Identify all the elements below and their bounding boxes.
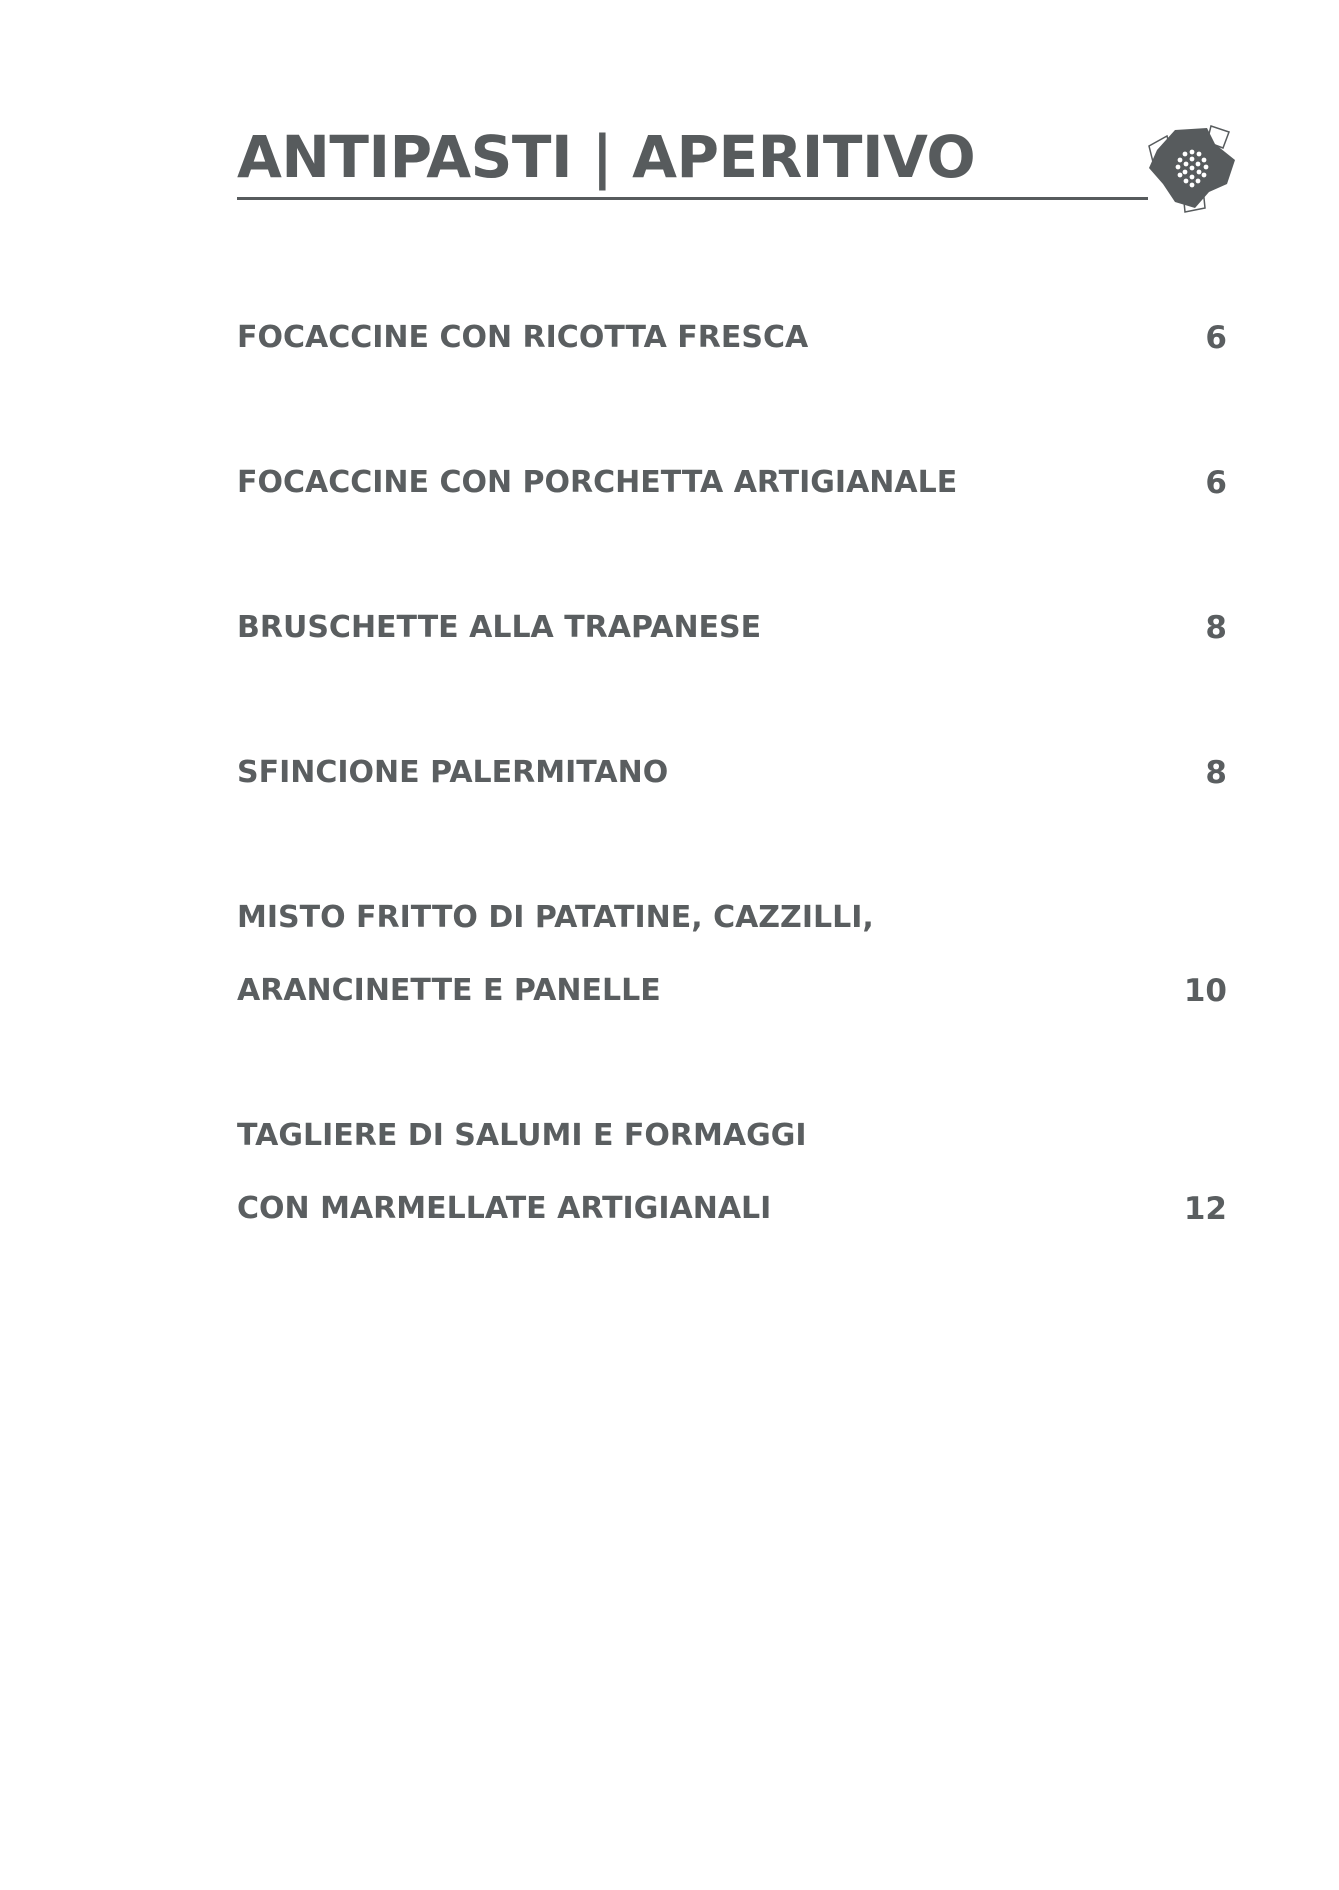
title-underline [237,197,1148,200]
menu-item-name: SFINCIONE PALERMITANO [237,755,669,790]
menu-item-price: 10 [1183,973,1227,1009]
menu-item-name-line-1: TAGLIERE DI SALUMI E FORMAGGI [237,1118,807,1153]
menu-item-name: FOCACCINE CON PORCHETTA ARTIGIANALE [237,465,958,500]
menu-item-name-line-2: ARANCINETTE E PANELLE [237,973,661,1008]
menu-item-price: 6 [1205,465,1227,501]
menu-item-price: 8 [1205,755,1227,791]
brand-logo-icon [1145,122,1239,214]
menu-item-name-line-1: MISTO FRITTO DI PATATINE, CAZZILLI, [237,900,874,935]
menu-item-name-line-2: CON MARMELLATE ARTIGIANALI [237,1191,772,1226]
menu-item-name: FOCACCINE CON RICOTTA FRESCA [237,320,809,355]
menu-item-price: 6 [1205,320,1227,356]
menu-item-price: 8 [1205,610,1227,646]
menu-item-name: BRUSCHETTE ALLA TRAPANESE [237,610,762,645]
page-title: ANTIPASTI | APERITIVO [237,123,976,191]
menu-item-price: 12 [1183,1191,1227,1227]
